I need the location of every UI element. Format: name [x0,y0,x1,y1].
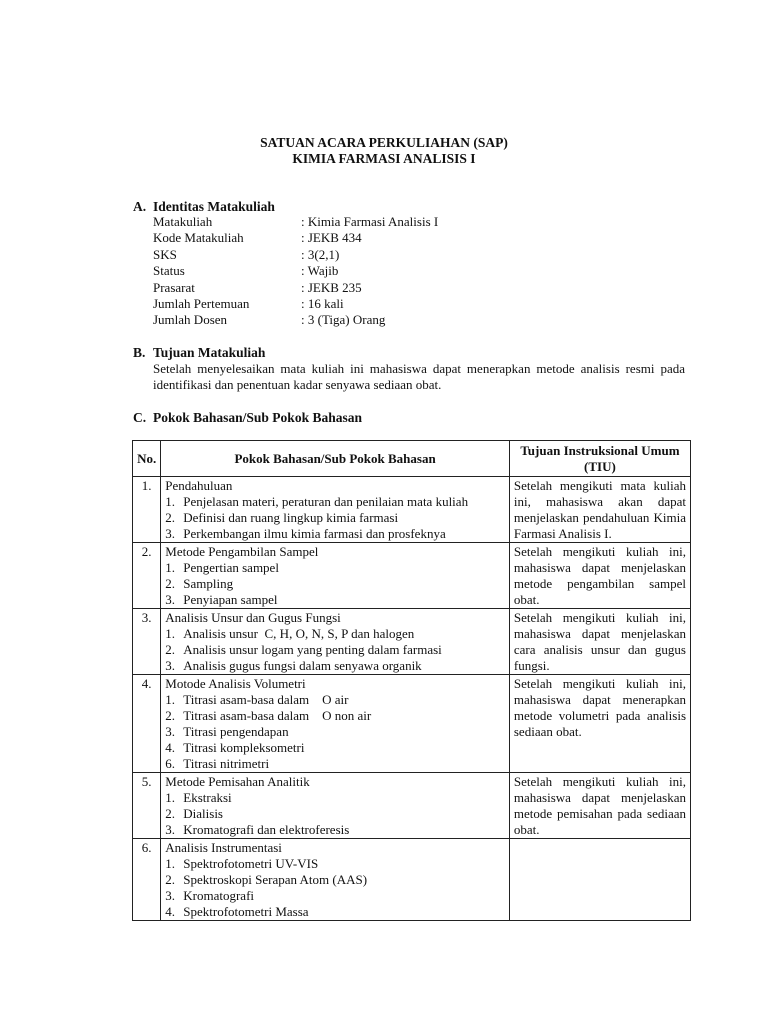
topic-title: Analisis Instrumentasi [165,840,282,855]
subtopic-number: 3. [165,526,176,541]
subtopic-text: Kromatografi [183,888,255,903]
section-a-title: Identitas Matakuliah [153,199,275,214]
subtopic-item [165,756,505,772]
identity-value: : Wajib [301,263,339,279]
subtopic-number: 2. [165,708,176,723]
subtopic-item [165,576,505,592]
subtopic-number: 4. [165,904,176,919]
subtopic-text: Definisi dan ruang lingkup kimia farmasi [183,510,399,525]
row-number: 4. [133,675,161,773]
subtopic-text: Pengertian sampel [183,560,279,575]
topic-title: Metode Pengambilan Sampel [165,544,319,559]
topic-cell [161,839,510,921]
identity-label: Kode Matakuliah [153,230,244,246]
subtopic-text: Perkembangan ilmu kimia farmasi dan prosfeknya [183,526,446,541]
subtopic-number: 2. [165,642,176,657]
subtopic-text: Ekstraksi [183,790,232,805]
subtopic-number: 2. [165,510,176,525]
topic-cell [161,543,510,609]
subtopic-number: 6. [165,756,176,771]
section-b-letter: B. [133,345,146,360]
section-c-heading [133,410,362,426]
identity-value: : 3(2,1) [301,246,340,262]
subtopic-text: Penyiapan sampel [183,592,278,607]
table-row [133,675,691,773]
subtopic-item [165,692,505,708]
identity-row [153,230,438,246]
section-a-heading [133,199,275,215]
identity-value: : 3 (Tiga) Orang [301,312,386,328]
subtopic-number: 4. [165,740,176,755]
section-c-title: Pokok Bahasan/Sub Pokok Bahasan [153,410,362,425]
table-row [133,543,691,609]
subtopic-item [165,822,505,838]
subtopic-item [165,708,505,724]
subtopic-text: Titrasi asam-basa dalam O air [183,692,349,707]
table-row [133,773,691,839]
topic-cell [161,675,510,773]
section-b-heading [133,345,265,361]
header-tiu: Tujuan Instruksional Umum (TIU) [509,441,690,477]
tiu-cell: Setelah mengikuti kuliah ini, mahasiswa dapat menjelaskan metode pengambilan sampel obat. [509,543,690,609]
topic-cell [161,477,510,543]
topic-title: Pendahuluan [165,478,233,493]
section-c-letter: C. [133,410,147,425]
subtopic-number: 1. [165,856,176,871]
subtopic-text: Spektrofotometri Massa [183,904,309,919]
identity-value: : JEKB 434 [301,230,362,246]
section-b-title: Tujuan Matakuliah [153,345,266,360]
subtopic-number: 2. [165,806,176,821]
subtopic-number: 3. [165,658,176,673]
subtopic-item [165,740,505,756]
subtopic-item [165,872,505,888]
subtopic-text: Titrasi kompleksometri [183,740,305,755]
identity-label: SKS [153,246,177,262]
subtopic-item [165,592,505,608]
subtopic-number: 3. [165,888,176,903]
table-row [133,609,691,675]
identity-row [153,280,438,296]
subtopic-text: Analisis unsur logam yang penting dalam farmasi [183,642,442,657]
tiu-cell: Setelah mengikuti mata kuliah ini, mahasiswa akan dapat menjelaskan pendahuluan Kimia Farmasi Analisis I. [509,477,690,543]
identity-value: : Kimia Farmasi Analisis I [301,214,439,229]
subtopic-text: Titrasi pengendapan [183,724,289,739]
subtopic-item [165,526,505,542]
identity-row [153,263,438,279]
subtopic-text: Sampling [183,576,234,591]
section-a-letter: A. [133,199,147,214]
tiu-cell: Setelah mengikuti kuliah ini, mahasiswa dapat menjelaskan cara analisis unsur dan gugus fungsi. [509,609,690,675]
subtopic-number: 1. [165,560,176,575]
header-pokok: Pokok Bahasan/Sub Pokok Bahasan [161,441,510,477]
tiu-cell: Setelah mengikuti kuliah ini, mahasiswa dapat menerapkan metode volumetri pada analisis sediaan obat. [509,675,690,773]
subtopic-item [165,724,505,740]
subtopic-item [165,856,505,872]
identity-label: Status [153,263,185,279]
document-subtitle: KIMIA FARMASI ANALISIS I [292,151,476,166]
subtopic-text: Analisis unsur C, H, O, N, S, P dan halogen [183,626,415,641]
subtopic-item [165,642,505,658]
course-objective-text: Setelah menyelesaikan mata kuliah ini mahasiswa dapat menerapkan metode analisis resmi pada identifikasi dan penentuan kadar senyawa sediaan obat. [153,361,685,392]
identity-list [153,214,438,329]
subtopic-text: Spektroskopi Serapan Atom (AAS) [183,872,368,887]
identity-label: Jumlah Dosen [153,312,228,328]
topic-title: Analisis Unsur dan Gugus Fungsi [165,610,341,625]
subtopic-number: 2. [165,872,176,887]
subtopic-item [165,806,505,822]
subtopic-item [165,494,505,510]
topic-cell [161,609,510,675]
subtopic-text: Titrasi nitrimetri [183,756,270,771]
subtopic-item [165,658,505,674]
identity-row [153,296,438,312]
identity-row [153,214,438,230]
subtopic-number: 3. [165,822,176,837]
subtopic-number: 3. [165,592,176,607]
identity-value: : 16 kali [301,295,344,311]
subtopic-item [165,560,505,576]
topic-title: Motode Analisis Volumetri [165,676,306,691]
subtopic-item [165,510,505,526]
topic-cell [161,773,510,839]
tiu-cell: Setelah mengikuti kuliah ini, mahasiswa dapat menjelaskan metode pemisahan pada sediaan obat. [509,773,690,839]
identity-label: Matakuliah [153,214,213,229]
subtopic-item [165,626,505,642]
header-no: No. [133,441,161,477]
table-row [133,477,691,543]
subtopic-item [165,790,505,806]
subtopic-number: 1. [165,692,176,707]
subtopic-text: Spektrofotometri UV-VIS [183,856,319,871]
subtopic-number: 2. [165,576,176,591]
row-number: 2. [133,543,161,609]
identity-value: : JEKB 235 [301,279,362,295]
subtopic-item [165,904,505,920]
subtopic-number: 1. [165,494,176,509]
subtopic-text: Analisis gugus fungsi dalam senyawa organik [183,658,422,673]
row-number: 1. [133,477,161,543]
subtopic-text: Kromatografi dan elektroferesis [183,822,350,837]
row-number: 5. [133,773,161,839]
tiu-cell [509,839,690,921]
topics-table [132,440,691,921]
document-title: SATUAN ACARA PERKULIAHAN (SAP) [260,135,508,150]
subtopic-text: Penjelasan materi, peraturan dan penilaian mata kuliah [183,494,469,509]
identity-label: Prasarat [153,279,195,295]
subtopic-text: Dialisis [183,806,223,821]
row-number: 3. [133,609,161,675]
subtopic-number: 3. [165,724,176,739]
table-row [133,839,691,921]
subtopic-number: 1. [165,626,176,641]
identity-row [153,247,438,263]
identity-label: Jumlah Pertemuan [153,295,250,311]
identity-row [153,312,438,328]
subtopic-text: Titrasi asam-basa dalam O non air [183,708,372,723]
topic-title: Metode Pemisahan Analitik [165,774,310,789]
table-header-row [133,441,691,477]
subtopic-item [165,888,505,904]
subtopic-number: 1. [165,790,176,805]
row-number: 6. [133,839,161,921]
